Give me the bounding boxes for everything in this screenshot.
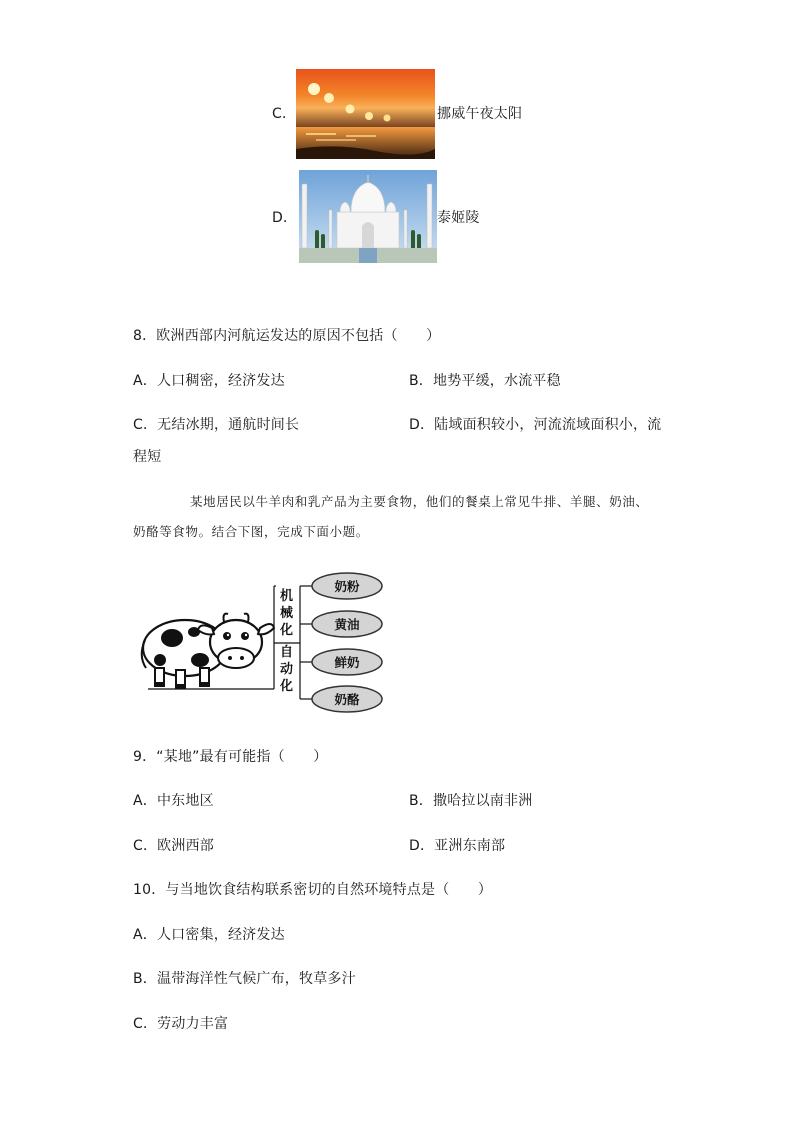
q9-option-b: B．撒哈拉以南非洲: [409, 793, 533, 809]
product-pill: [312, 649, 382, 675]
process-bottom-char-3: 化: [280, 679, 294, 694]
process-bottom-char-1: 自: [280, 645, 294, 660]
product-pill: [312, 573, 382, 599]
option-c-caption: 挪威午夜太阳: [437, 106, 523, 122]
passage-line-1: 某地居民以牛羊肉和乳产品为主要食物，他们的餐桌上常见牛排、羊腿、奶油、: [190, 494, 649, 509]
dairy-diagram-svg: [140, 568, 390, 718]
process-top-char-1: 机: [280, 589, 294, 604]
q8-option-b: B．地势平缓，水流平稳: [409, 373, 561, 389]
q9-stem: 9．“某地”最有可能指（ ）: [133, 749, 328, 765]
q9-option-a: A．中东地区: [133, 793, 214, 809]
q9-option-d: D．亚洲东南部: [409, 838, 506, 854]
option-d-caption: 泰姬陵: [437, 210, 480, 226]
taj-mahal-photo: [299, 170, 437, 263]
product-pill: [312, 686, 382, 712]
cow-icon: [142, 614, 274, 689]
q8-option-d-continued: 程短: [133, 449, 162, 465]
q9-option-c: C．欧洲西部: [133, 838, 214, 854]
product-label-3: 鲜奶: [334, 655, 360, 670]
sunset-image-svg: [296, 69, 435, 159]
product-label-1: 奶粉: [334, 579, 360, 594]
product-label-2: 黄油: [334, 617, 360, 632]
q8-stem: 8．欧洲西部内河航运发达的原因不包括（ ）: [133, 328, 441, 344]
q10-option-b: B．温带海洋性气候广布，牧草多汁: [133, 971, 356, 987]
product-label-4: 奶酪: [334, 692, 360, 707]
q10-stem: 10．与当地饮食结构联系密切的自然环境特点是（ ）: [133, 882, 493, 898]
option-d-letter: D．: [272, 210, 298, 226]
dairy-diagram: [140, 568, 390, 718]
process-top-char-2: 械: [280, 606, 294, 621]
sunset-sea-photo: [296, 69, 435, 159]
passage-line-2: 奶酪等食物。结合下图，完成下面小题。: [133, 524, 369, 539]
option-c-letter: C．: [272, 106, 297, 122]
q8-option-c: C．无结冰期，通航时间长: [133, 417, 300, 433]
q8-option-d: D．陆域面积较小，河流流域面积小，流: [409, 417, 662, 433]
process-top-char-3: 化: [280, 623, 294, 638]
q8-option-a: A．人口稠密，经济发达: [133, 373, 285, 389]
q10-option-a: A．人口密集，经济发达: [133, 927, 285, 943]
product-pill: [312, 611, 382, 637]
taj-mahal-svg: [299, 170, 437, 263]
process-bottom-char-2: 动: [280, 662, 294, 677]
q10-option-c: C．劳动力丰富: [133, 1016, 229, 1032]
